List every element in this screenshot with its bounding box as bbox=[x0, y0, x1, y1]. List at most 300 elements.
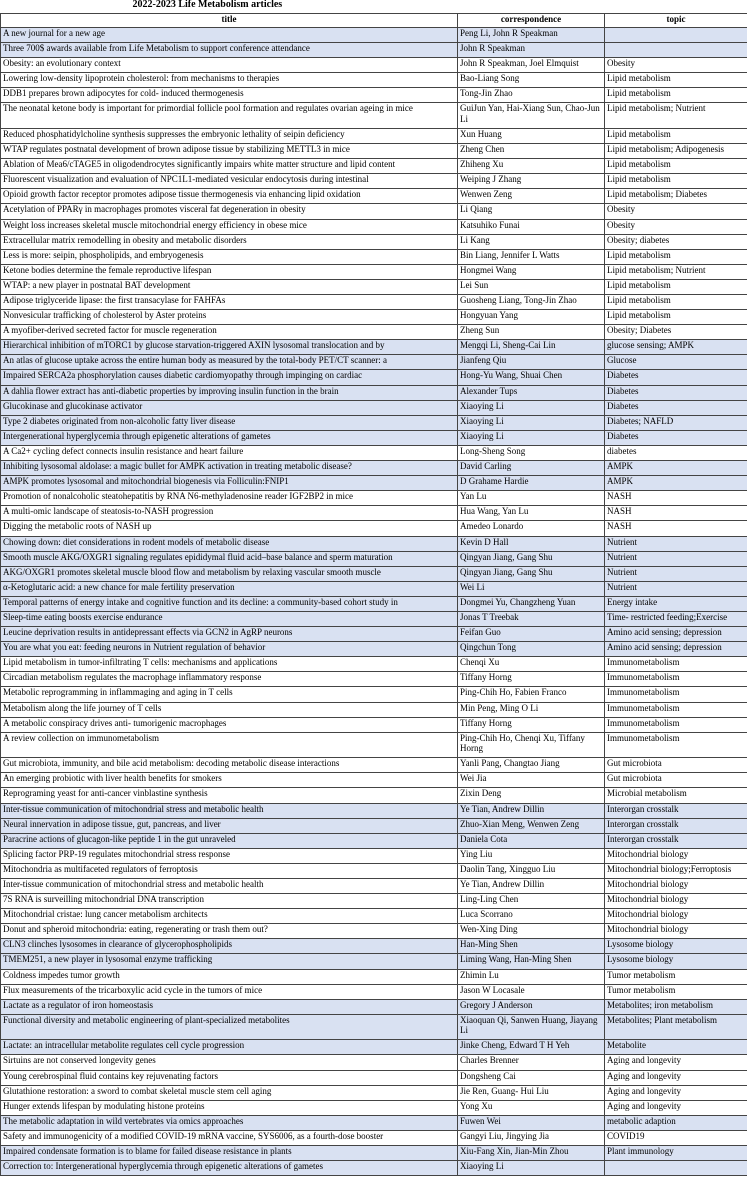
table-row bbox=[1, 894, 747, 909]
cell-topic: Nutrient bbox=[605, 566, 747, 581]
cell-correspondence: Zhiheng Xu bbox=[458, 159, 605, 174]
table-row bbox=[1, 999, 747, 1014]
cell-topic: Mitochondrial biology bbox=[605, 878, 747, 893]
table-row bbox=[1, 264, 747, 279]
cell-topic: glucose sensing; AMPK bbox=[605, 340, 747, 355]
cell-title: Reduced phosphatidylcholine synthesis suppresses the embryonic lethality of seipin deficiency bbox=[1, 128, 458, 143]
table-row bbox=[1, 863, 747, 878]
table-row bbox=[1, 234, 747, 249]
cell-title: Weight loss increases skeletal muscle mitochondrial energy efficiency in obese mice bbox=[1, 219, 458, 234]
cell-title: DDB1 prepares brown adipocytes for cold- induced thermogenesis bbox=[1, 88, 458, 103]
cell-correspondence: Ye Tian, Andrew Dillin bbox=[458, 878, 605, 893]
table-row bbox=[1, 672, 747, 687]
cell-title: WTAP regulates postnatal development of brown adipose tissue by stabilizing METTL3 in mice bbox=[1, 144, 458, 159]
table-row bbox=[1, 954, 747, 969]
cell-correspondence: Wen-Xing Ding bbox=[458, 924, 605, 939]
cell-correspondence: Amedeo Lonardo bbox=[458, 521, 605, 536]
cell-topic: Diabetes bbox=[605, 370, 747, 385]
cell-topic: Tumor metabolism bbox=[605, 969, 747, 984]
cell-title: Lactate: an intracellular metabolite regulates cell cycle progression bbox=[1, 1040, 458, 1055]
cell-topic bbox=[605, 43, 747, 58]
table-row bbox=[1, 551, 747, 566]
cell-title: Type 2 diabetes originated from non-alcoholic fatty liver disease bbox=[1, 415, 458, 430]
cell-title: Promotion of nonalcoholic steatohepatitis by RNA N6-methyladenosine reader IGF2BP2 in mice bbox=[1, 491, 458, 506]
cell-topic: Obesity bbox=[605, 58, 747, 73]
cell-title: α-Ketoglutaric acid: a new chance for male fertility preservation bbox=[1, 581, 458, 596]
cell-correspondence: Feifan Guo bbox=[458, 627, 605, 642]
cell-topic: NASH bbox=[605, 506, 747, 521]
table-row bbox=[1, 939, 747, 954]
cell-topic: NASH bbox=[605, 491, 747, 506]
cell-topic: Mitochondrial biology bbox=[605, 924, 747, 939]
cell-topic: Lipid metabolism bbox=[605, 310, 747, 325]
cell-correspondence: Jonas T Treebak bbox=[458, 611, 605, 626]
cell-topic: Immunometabolism bbox=[605, 732, 747, 758]
table-row bbox=[1, 385, 747, 400]
cell-title: Hierarchical inhibition of mTORC1 by glucose starvation-triggered AXIN lysosomal translocation and by bbox=[1, 340, 458, 355]
cell-topic: Obesity; diabetes bbox=[605, 234, 747, 249]
cell-topic: Aging and longevity bbox=[605, 1100, 747, 1115]
cell-correspondence: Zheng Chen bbox=[458, 144, 605, 159]
cell-title: Three 700$ awards available from Life Metabolism to support conference attendance bbox=[1, 43, 458, 58]
table-row bbox=[1, 627, 747, 642]
cell-topic: Interorgan crosstalk bbox=[605, 818, 747, 833]
table-row bbox=[1, 642, 747, 657]
cell-correspondence: Bao-Liang Song bbox=[458, 73, 605, 88]
cell-title: Neural innervation in adipose tissue, gut, pancreas, and liver bbox=[1, 818, 458, 833]
cell-topic: Obesity bbox=[605, 219, 747, 234]
cell-correspondence: Katsuhiko Funai bbox=[458, 219, 605, 234]
cell-title: A Ca2+ cycling defect connects insulin resistance and heart failure bbox=[1, 445, 458, 460]
cell-correspondence: Wenwen Zeng bbox=[458, 189, 605, 204]
cell-correspondence: Mengqi Li, Sheng-Cai Lin bbox=[458, 340, 605, 355]
cell-topic: Lipid metabolism bbox=[605, 249, 747, 264]
cell-topic: Metabolites; Plant metabolism bbox=[605, 1014, 747, 1040]
cell-topic: Lipid metabolism bbox=[605, 279, 747, 294]
cell-correspondence: Jinke Cheng, Edward T H Yeh bbox=[458, 1040, 605, 1055]
cell-title: Flux measurements of the tricarboxylic acid cycle in the tumors of mice bbox=[1, 984, 458, 999]
cell-topic: Energy intake bbox=[605, 596, 747, 611]
cell-topic: Plant immunology bbox=[605, 1145, 747, 1160]
table-row bbox=[1, 400, 747, 415]
cell-correspondence: Tong-Jin Zhao bbox=[458, 88, 605, 103]
cell-topic: Lipid metabolism bbox=[605, 88, 747, 103]
table-row bbox=[1, 596, 747, 611]
cell-title: CLN3 clinches lysosomes in clearance of glycerophospholipids bbox=[1, 939, 458, 954]
cell-title: Functional diversity and metabolic engineering of plant-specialized metabolites bbox=[1, 1014, 458, 1040]
cell-topic: Interorgan crosstalk bbox=[605, 833, 747, 848]
cell-title: Inter-tissue communication of mitochondrial stress and metabolic health bbox=[1, 878, 458, 893]
cell-topic: Diabetes bbox=[605, 385, 747, 400]
cell-title: Lowering low-density lipoprotein cholesterol: from mechanisms to therapies bbox=[1, 73, 458, 88]
cell-correspondence: Zhimin Lu bbox=[458, 969, 605, 984]
cell-title: Metabolic reprogramming in inflammaging and aging in T cells bbox=[1, 687, 458, 702]
cell-topic: Gut microbiota bbox=[605, 758, 747, 773]
table-row bbox=[1, 355, 747, 370]
cell-title: AMPK promotes lysosomal and mitochondrial biogenesis via Folliculin:FNIP1 bbox=[1, 476, 458, 491]
table-body bbox=[1, 28, 747, 1176]
cell-topic: Lipid metabolism bbox=[605, 128, 747, 143]
cell-correspondence: Fuwen Wei bbox=[458, 1115, 605, 1130]
header-topic: topic bbox=[605, 14, 747, 28]
cell-topic: Mitochondrial biology;Ferroptosis bbox=[605, 863, 747, 878]
cell-title: 7S RNA is surveilling mitochondrial DNA transcription bbox=[1, 894, 458, 909]
cell-topic: Obesity bbox=[605, 204, 747, 219]
table-row bbox=[1, 1085, 747, 1100]
cell-correspondence: Daolin Tang, Xingguo Liu bbox=[458, 863, 605, 878]
cell-topic: Lysosome biology bbox=[605, 939, 747, 954]
cell-topic: Microbial metabolism bbox=[605, 788, 747, 803]
cell-title: Temporal patterns of energy intake and cognitive function and its decline: a community-based cohort study in bbox=[1, 596, 458, 611]
cell-title: TMEM251, a new player in lysosomal enzyme trafficking bbox=[1, 954, 458, 969]
table-row bbox=[1, 144, 747, 159]
cell-topic: Nutrient bbox=[605, 551, 747, 566]
cell-correspondence: Dongmei Yu, Changzheng Yuan bbox=[458, 596, 605, 611]
table-row bbox=[1, 43, 747, 58]
table-row bbox=[1, 279, 747, 294]
cell-correspondence: Xiaoying Li bbox=[458, 430, 605, 445]
cell-correspondence: John R Speakman, Joel Elmquist bbox=[458, 58, 605, 73]
cell-topic: Lipid metabolism; Adipogenesis bbox=[605, 144, 747, 159]
cell-title: A multi-omic landscape of steatosis-to-NASH progression bbox=[1, 506, 458, 521]
cell-title: Gut microbiota, immunity, and bile acid metabolism: decoding metabolic disease interactions bbox=[1, 758, 458, 773]
cell-topic: Glucose bbox=[605, 355, 747, 370]
table-row bbox=[1, 506, 747, 521]
table-row bbox=[1, 924, 747, 939]
cell-title: Coldness impedes tumor growth bbox=[1, 969, 458, 984]
cell-title: Digging the metabolic roots of NASH up bbox=[1, 521, 458, 536]
cell-topic: Interorgan crosstalk bbox=[605, 803, 747, 818]
cell-correspondence: Zheng Sun bbox=[458, 325, 605, 340]
cell-topic: NASH bbox=[605, 521, 747, 536]
cell-title: AKG/OXGR1 promotes skeletal muscle blood flow and metabolism by relaxing vascular smooth muscle bbox=[1, 566, 458, 581]
cell-title: Nonvesicular trafficking of cholesterol by Aster proteins bbox=[1, 310, 458, 325]
cell-title: Chowing down: diet considerations in rodent models of metabolic disease bbox=[1, 536, 458, 551]
cell-topic: diabetes bbox=[605, 445, 747, 460]
cell-topic: Diabetes bbox=[605, 430, 747, 445]
cell-correspondence: Ping-Chih Ho, Chenqi Xu, Tiffany Horng bbox=[458, 732, 605, 758]
cell-topic: Nutrient bbox=[605, 536, 747, 551]
table-row bbox=[1, 1040, 747, 1055]
cell-correspondence: Tiffany Horng bbox=[458, 672, 605, 687]
cell-title: The neonatal ketone body is important for primordial follicle pool formation and regulates ovarian ageing in mice bbox=[1, 103, 458, 129]
cell-title: Extracellular matrix remodelling in obesity and metabolic disorders bbox=[1, 234, 458, 249]
table-row bbox=[1, 370, 747, 385]
cell-title: An emerging probiotic with liver health benefits for smokers bbox=[1, 773, 458, 788]
table-row bbox=[1, 818, 747, 833]
table-row bbox=[1, 1070, 747, 1085]
cell-correspondence: Jie Ren, Guang- Hui Liu bbox=[458, 1085, 605, 1100]
cell-correspondence: Chenqi Xu bbox=[458, 657, 605, 672]
table-row bbox=[1, 1130, 747, 1145]
cell-correspondence: Min Peng, Ming O Li bbox=[458, 702, 605, 717]
cell-topic: Mitochondrial biology bbox=[605, 894, 747, 909]
cell-title: A dahlia flower extract has anti-diabetic properties by improving insulin function in the brain bbox=[1, 385, 458, 400]
cell-title: Acetylation of PPARγ in macrophages promotes visceral fat degeneration in obesity bbox=[1, 204, 458, 219]
cell-correspondence: Ping-Chih Ho, Fabien Franco bbox=[458, 687, 605, 702]
cell-title: Glutathione restoration: a sword to combat skeletal muscle stem cell aging bbox=[1, 1085, 458, 1100]
cell-title: Correction to: Intergenerational hyperglycemia through epigenetic alterations of gametes bbox=[1, 1161, 458, 1176]
cell-topic: Aging and longevity bbox=[605, 1070, 747, 1085]
cell-correspondence: Ying Liu bbox=[458, 848, 605, 863]
table-row bbox=[1, 461, 747, 476]
table-row bbox=[1, 159, 747, 174]
cell-topic: Diabetes bbox=[605, 400, 747, 415]
cell-topic: Lipid metabolism; Diabetes bbox=[605, 189, 747, 204]
cell-topic: Lipid metabolism; Nutrient bbox=[605, 103, 747, 129]
cell-topic: metabolic adaption bbox=[605, 1115, 747, 1130]
table-row bbox=[1, 174, 747, 189]
cell-correspondence: Wei Li bbox=[458, 581, 605, 596]
cell-correspondence: Xiaoying Li bbox=[458, 400, 605, 415]
cell-title: Leucine deprivation results in antidepressant effects via GCN2 in AgRP neurons bbox=[1, 627, 458, 642]
caption-row bbox=[1, 0, 747, 14]
cell-title: Lipid metabolism in tumor-infiltrating T cells: mechanisms and applications bbox=[1, 657, 458, 672]
table-row bbox=[1, 28, 747, 43]
cell-topic: Immunometabolism bbox=[605, 657, 747, 672]
cell-topic bbox=[605, 1161, 747, 1176]
cell-correspondence: Weiping J Zhang bbox=[458, 174, 605, 189]
table-row bbox=[1, 58, 747, 73]
cell-correspondence: Zixin Deng bbox=[458, 788, 605, 803]
header-row bbox=[1, 14, 747, 28]
cell-title: Donut and spheroid mitochondria: eating, regenerating or trash them out? bbox=[1, 924, 458, 939]
cell-correspondence: Luca Scorrano bbox=[458, 909, 605, 924]
table-row bbox=[1, 732, 747, 758]
cell-title: Ketone bodies determine the female reproductive lifespan bbox=[1, 264, 458, 279]
cell-title: Smooth muscle AKG/OXGR1 signaling regulates epididymal fluid acid–base balance and sperm maturation bbox=[1, 551, 458, 566]
cell-title: Adipose triglyceride lipase: the first transacylase for FAHFAs bbox=[1, 295, 458, 310]
table-row bbox=[1, 803, 747, 818]
cell-title: Less is more: seipin, phospholipids, and embryogenesis bbox=[1, 249, 458, 264]
cell-title: Inter-tissue communication of mitochondrial stress and metabolic health bbox=[1, 803, 458, 818]
cell-title: WTAP: a new player in postnatal BAT development bbox=[1, 279, 458, 294]
table-row bbox=[1, 702, 747, 717]
cell-correspondence: Charles Brenner bbox=[458, 1055, 605, 1070]
cell-title: Reprograming yeast for anti-cancer vinblastine synthesis bbox=[1, 788, 458, 803]
table-row bbox=[1, 1055, 747, 1070]
cell-correspondence: Ye Tian, Andrew Dillin bbox=[458, 803, 605, 818]
cell-correspondence: Xiu-Fang Xin, Jian-Min Zhou bbox=[458, 1145, 605, 1160]
cell-correspondence: Gangyi Liu, Jingying Jia bbox=[458, 1130, 605, 1145]
table-row bbox=[1, 773, 747, 788]
cell-correspondence: Xiaoying Li bbox=[458, 1161, 605, 1176]
table-row bbox=[1, 73, 747, 88]
cell-correspondence: Li Kang bbox=[458, 234, 605, 249]
table-row bbox=[1, 1014, 747, 1040]
table-row bbox=[1, 491, 747, 506]
cell-correspondence: Hong-Yu Wang, Shuai Chen bbox=[458, 370, 605, 385]
cell-topic: Amino acid sensing; depression bbox=[605, 642, 747, 657]
table-row bbox=[1, 611, 747, 626]
cell-topic: Amino acid sensing; depression bbox=[605, 627, 747, 642]
cell-topic: Metabolites; iron metabolism bbox=[605, 999, 747, 1014]
cell-correspondence: Liming Wang, Han-Ming Shen bbox=[458, 954, 605, 969]
cell-title: Opioid growth factor receptor promotes adipose tissue thermogenesis via enhancing lipid oxidation bbox=[1, 189, 458, 204]
table-row bbox=[1, 189, 747, 204]
cell-topic: Diabetes; NAFLD bbox=[605, 415, 747, 430]
cell-title: Impaired SERCA2a phosphorylation causes diabetic cardiomyopathy through impinging on cardiac bbox=[1, 370, 458, 385]
cell-correspondence: Xun Huang bbox=[458, 128, 605, 143]
cell-title: Inhibiting lysosomal aldolase: a magic bullet for AMPK activation in treating metabolic disease? bbox=[1, 461, 458, 476]
cell-title: Obesity: an evolutionary context bbox=[1, 58, 458, 73]
table-row bbox=[1, 204, 747, 219]
table-row bbox=[1, 103, 747, 129]
cell-correspondence: Jianfeng Qiu bbox=[458, 355, 605, 370]
cell-title: You are what you eat: feeding neurons in Nutrient regulation of behavior bbox=[1, 642, 458, 657]
table-row bbox=[1, 1161, 747, 1176]
cell-topic: Immunometabolism bbox=[605, 717, 747, 732]
cell-title: Young cerebrospinal fluid contains key rejuvenating factors bbox=[1, 1070, 458, 1085]
cell-correspondence: Bin Liang, Jennifer L Watts bbox=[458, 249, 605, 264]
cell-correspondence: Qingchun Tong bbox=[458, 642, 605, 657]
table-row bbox=[1, 758, 747, 773]
cell-topic: Aging and longevity bbox=[605, 1055, 747, 1070]
cell-correspondence: Kevin D Hall bbox=[458, 536, 605, 551]
cell-title: Impaired condensate formation is to blame for failed disease resistance in plants bbox=[1, 1145, 458, 1160]
cell-title: An atlas of glucose uptake across the entire human body as measured by the total-body PET/CT scanner: a bbox=[1, 355, 458, 370]
header-title: title bbox=[1, 14, 458, 28]
cell-correspondence: Hongyuan Yang bbox=[458, 310, 605, 325]
cell-topic: Lipid metabolism bbox=[605, 295, 747, 310]
cell-correspondence: D Grahame Hardie bbox=[458, 476, 605, 491]
table-row bbox=[1, 219, 747, 234]
table-row bbox=[1, 717, 747, 732]
table-row bbox=[1, 566, 747, 581]
table-row bbox=[1, 1115, 747, 1130]
cell-topic: Mitochondrial biology bbox=[605, 848, 747, 863]
cell-correspondence: Dongsheng Cai bbox=[458, 1070, 605, 1085]
table-row bbox=[1, 833, 747, 848]
cell-title: Sirtuins are not conserved longevity genes bbox=[1, 1055, 458, 1070]
cell-correspondence: Yan Lu bbox=[458, 491, 605, 506]
table-row bbox=[1, 984, 747, 999]
table-row bbox=[1, 687, 747, 702]
table-row bbox=[1, 88, 747, 103]
table-row bbox=[1, 521, 747, 536]
cell-title: Fluorescent visualization and evaluation of NPC1L1-mediated vesicular endocytosis during intestinal bbox=[1, 174, 458, 189]
cell-title: Intergenerational hyperglycemia through epigenetic alterations of gametes bbox=[1, 430, 458, 445]
cell-title: The metabolic adaptation in wild vertebrates via omics approaches bbox=[1, 1115, 458, 1130]
cell-title: A new journal for a new age bbox=[1, 28, 458, 43]
cell-correspondence: GuiJun Yan, Hai-Xiang Sun, Chao-Jun Li bbox=[458, 103, 605, 129]
cell-correspondence: Xiaoying Li bbox=[458, 415, 605, 430]
cell-topic: Lysosome biology bbox=[605, 954, 747, 969]
cell-correspondence: Zhuo-Xian Meng, Wenwen Zeng bbox=[458, 818, 605, 833]
cell-topic: COVID19 bbox=[605, 1130, 747, 1145]
cell-title: Sleep-time eating boosts exercise endurance bbox=[1, 611, 458, 626]
cell-title: Safety and immunogenicity of a modified COVID-19 mRNA vaccine, SYS6006, as a fourth-dose booster bbox=[1, 1130, 458, 1145]
cell-correspondence: Lei Sun bbox=[458, 279, 605, 294]
cell-correspondence: Gregory J Anderson bbox=[458, 999, 605, 1014]
cell-correspondence: Jason W Locasale bbox=[458, 984, 605, 999]
cell-topic: AMPK bbox=[605, 476, 747, 491]
cell-title: A myofiber-derived secreted factor for muscle regeneration bbox=[1, 325, 458, 340]
cell-title: Metabolism along the life journey of T cells bbox=[1, 702, 458, 717]
cell-topic: Gut microbiota bbox=[605, 773, 747, 788]
cell-title: Lactate as a regulator of iron homeostasis bbox=[1, 999, 458, 1014]
cell-title: A metabolic conspiracy drives anti- tumorigenic macrophages bbox=[1, 717, 458, 732]
table-row bbox=[1, 415, 747, 430]
cell-correspondence: Guosheng Liang, Tong-Jin Zhao bbox=[458, 295, 605, 310]
cell-topic: Time- restricted feeding;Exercise bbox=[605, 611, 747, 626]
cell-topic: Immunometabolism bbox=[605, 687, 747, 702]
table-row bbox=[1, 249, 747, 264]
cell-topic: Nutrient bbox=[605, 581, 747, 596]
cell-topic: Immunometabolism bbox=[605, 702, 747, 717]
cell-title: Glucokinase and glucokinase activator bbox=[1, 400, 458, 415]
cell-title: Circadian metabolism regulates the macrophage inflammatory response bbox=[1, 672, 458, 687]
header-correspondence: correspondence bbox=[458, 14, 605, 28]
cell-correspondence: Alexander Tups bbox=[458, 385, 605, 400]
cell-correspondence: Qingyan Jiang, Gang Shu bbox=[458, 551, 605, 566]
table-row bbox=[1, 581, 747, 596]
cell-correspondence: Yong Xu bbox=[458, 1100, 605, 1115]
cell-topic: Lipid metabolism; Nutrient bbox=[605, 264, 747, 279]
table-row bbox=[1, 536, 747, 551]
table-row bbox=[1, 310, 747, 325]
cell-topic: Immunometabolism bbox=[605, 672, 747, 687]
table-row bbox=[1, 430, 747, 445]
cell-topic: AMPK bbox=[605, 461, 747, 476]
cell-correspondence: David Carling bbox=[458, 461, 605, 476]
table-caption: 2022-2023 Life Metabolism articles bbox=[132, 0, 283, 10]
cell-topic: Lipid metabolism bbox=[605, 174, 747, 189]
cell-correspondence: Yanli Pang, Changtao Jiang bbox=[458, 758, 605, 773]
cell-topic: Obesity; Diabetes bbox=[605, 325, 747, 340]
cell-correspondence: John R Speakman bbox=[458, 43, 605, 58]
cell-correspondence: Qingyan Jiang, Gang Shu bbox=[458, 566, 605, 581]
cell-title: A review collection on immunometabolism bbox=[1, 732, 458, 758]
table-row bbox=[1, 848, 747, 863]
table-row bbox=[1, 909, 747, 924]
table-row bbox=[1, 657, 747, 672]
cell-title: Mitochondrial cristae: lung cancer metabolism architects bbox=[1, 909, 458, 924]
cell-topic: Lipid metabolism bbox=[605, 159, 747, 174]
table-row bbox=[1, 340, 747, 355]
cell-correspondence: Tiffany Horng bbox=[458, 717, 605, 732]
table-row bbox=[1, 1145, 747, 1160]
table-row bbox=[1, 878, 747, 893]
cell-title: Splicing factor PRP-19 regulates mitochondrial stress response bbox=[1, 848, 458, 863]
cell-correspondence: Long-Sheng Song bbox=[458, 445, 605, 460]
cell-topic: Aging and longevity bbox=[605, 1085, 747, 1100]
cell-correspondence: Peng Li, John R Speakman bbox=[458, 28, 605, 43]
cell-title: Mitochondria as multifaceted regulators of ferroptosis bbox=[1, 863, 458, 878]
cell-topic: Lipid metabolism bbox=[605, 73, 747, 88]
cell-title: Ablation of Mea6/cTAGE5 in oligodendrocytes significantly impairs white matter structure and lipid content bbox=[1, 159, 458, 174]
cell-title: Hunger extends lifespan by modulating histone proteins bbox=[1, 1100, 458, 1115]
cell-topic: Mitochondrial biology bbox=[605, 909, 747, 924]
table-row bbox=[1, 295, 747, 310]
cell-correspondence: Han-Ming Shen bbox=[458, 939, 605, 954]
cell-correspondence: Li Qiang bbox=[458, 204, 605, 219]
table-row bbox=[1, 128, 747, 143]
cell-topic bbox=[605, 28, 747, 43]
table-row bbox=[1, 445, 747, 460]
cell-title: Paracrine actions of glucagon-like peptide 1 in the gut unraveled bbox=[1, 833, 458, 848]
table-row bbox=[1, 969, 747, 984]
cell-topic: Tumor metabolism bbox=[605, 984, 747, 999]
cell-correspondence: Hongmei Wang bbox=[458, 264, 605, 279]
cell-correspondence: Daniela Cota bbox=[458, 833, 605, 848]
cell-correspondence: Xiaoquan Qi, Sanwen Huang, Jiayang Li bbox=[458, 1014, 605, 1040]
cell-correspondence: Wei Jia bbox=[458, 773, 605, 788]
table-row bbox=[1, 325, 747, 340]
cell-correspondence: Hua Wang, Yan Lu bbox=[458, 506, 605, 521]
table-row bbox=[1, 788, 747, 803]
cell-correspondence: Ling-Ling Chen bbox=[458, 894, 605, 909]
